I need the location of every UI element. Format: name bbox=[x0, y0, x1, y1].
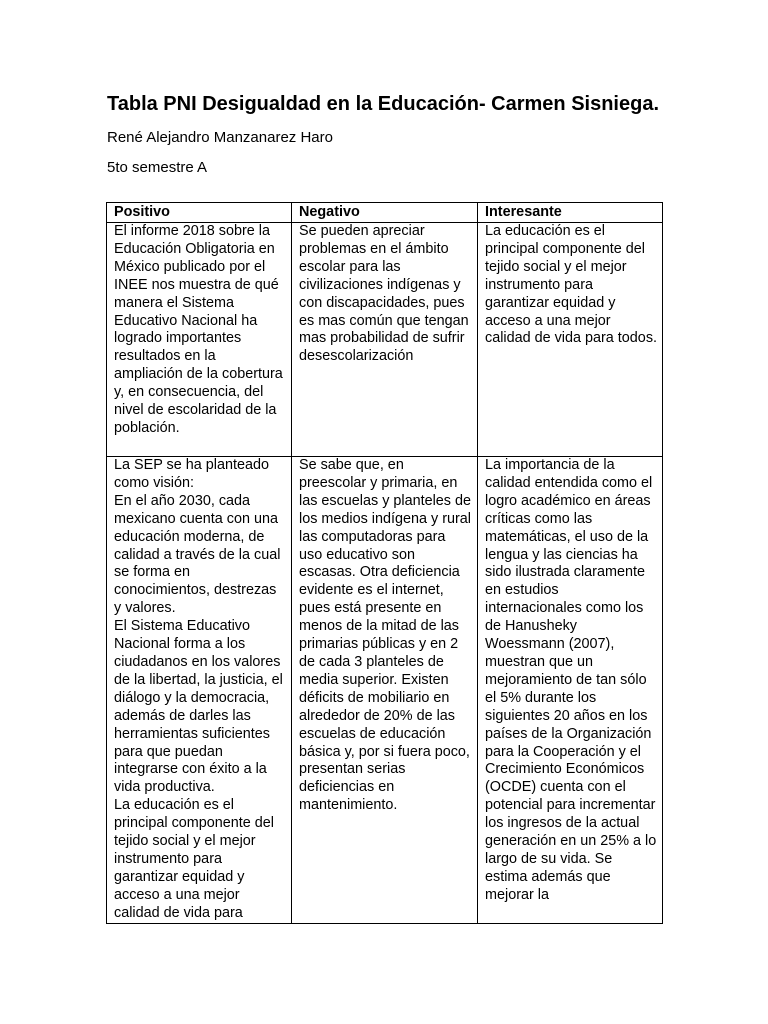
semester-label: 5to semestre A bbox=[107, 159, 208, 176]
header-negativo: Negativo bbox=[292, 203, 478, 223]
cell-positivo bbox=[107, 457, 292, 924]
cell-text: Se pueden apreciar problemas en el ámbito escolar para las civilizaciones indígenas y con discapacidades, pues es mas común que tengan mas probabilidad de sufrir desescolarización bbox=[299, 223, 469, 365]
cell-text: La SEP se ha planteado como visión: En el año 2030, cada mexicano cuenta con una educación moderna, de calidad a través de la cual se forma en conocimientos, destrezas y valores. El Sistema Educativo Nacional forma a los ciudadanos en los valores de la libertad, la justicia, el diálogo y la democracia, además de darles las herramientas suficientes para que puedan integrarse con éxito a la vida productiva. La educación es el principal componente del tejido social y el mejor instrumento para garantizar equidad y acceso a una mejor calidad de vida para bbox=[114, 457, 283, 921]
header-interesante: Interesante bbox=[478, 203, 663, 223]
cell-text: Se sabe que, en preescolar y primaria, en las escuelas y planteles de los medios indígena y rural las computadoras para uso educativo son escasas. Otra deficiencia evidente es el internet, pues está presente en menos de la mitad de las primarias públicas y en 2 de cada 3 planteles de media superior. Existen déficits de mobiliario en alrededor de 20% de las escuelas de educación básica y, por si fuera poco, presentan serias deficiencias en mantenimiento. bbox=[299, 457, 471, 814]
document-title: Tabla PNI Desigualdad en la Educación- Carmen Sisniega. bbox=[107, 93, 660, 115]
table-row bbox=[107, 223, 663, 457]
header-positivo: Positivo bbox=[107, 203, 292, 223]
cell-text: La educación es el principal componente del tejido social y el mejor instrumento para garantizar equidad y acceso a una mejor calidad de vida para todos. bbox=[485, 223, 658, 347]
cell-text: El informe 2018 sobre la Educación Obligatoria en México publicado por el INEE nos muestra de qué manera el Sistema Educativo Nacional ha logrado importantes resultados en la ampliación de la cobertura y, en consecuencia, del nivel de escolaridad de la población. bbox=[114, 223, 283, 436]
cell-interesante bbox=[478, 223, 663, 457]
table-header-row bbox=[107, 203, 663, 223]
cell-negativo bbox=[292, 457, 478, 924]
cell-negativo bbox=[292, 223, 478, 457]
table-row bbox=[107, 457, 663, 924]
cell-positivo bbox=[107, 223, 292, 457]
cell-interesante bbox=[478, 457, 663, 924]
cell-text: La importancia de la calidad entendida como el logro académico en áreas críticas como las matemáticas, el uso de la lengua y las ciencias ha sido ilustrada claramente en estudios internacionales como los de Hanusheky Woessmann (2007), muestran que un mejoramiento de tan sólo el 5% durante los siguientes 20 años en los países de la Organización para la Cooperación y el Crecimiento Económicos (OCDE) cuenta con el potencial para incrementar los ingresos de la actual generación en un 25% a lo largo de su vida. Se estima además que mejorar la bbox=[485, 457, 657, 903]
author-name: René Alejandro Manzanarez Haro bbox=[107, 129, 333, 146]
pni-table bbox=[106, 202, 663, 924]
